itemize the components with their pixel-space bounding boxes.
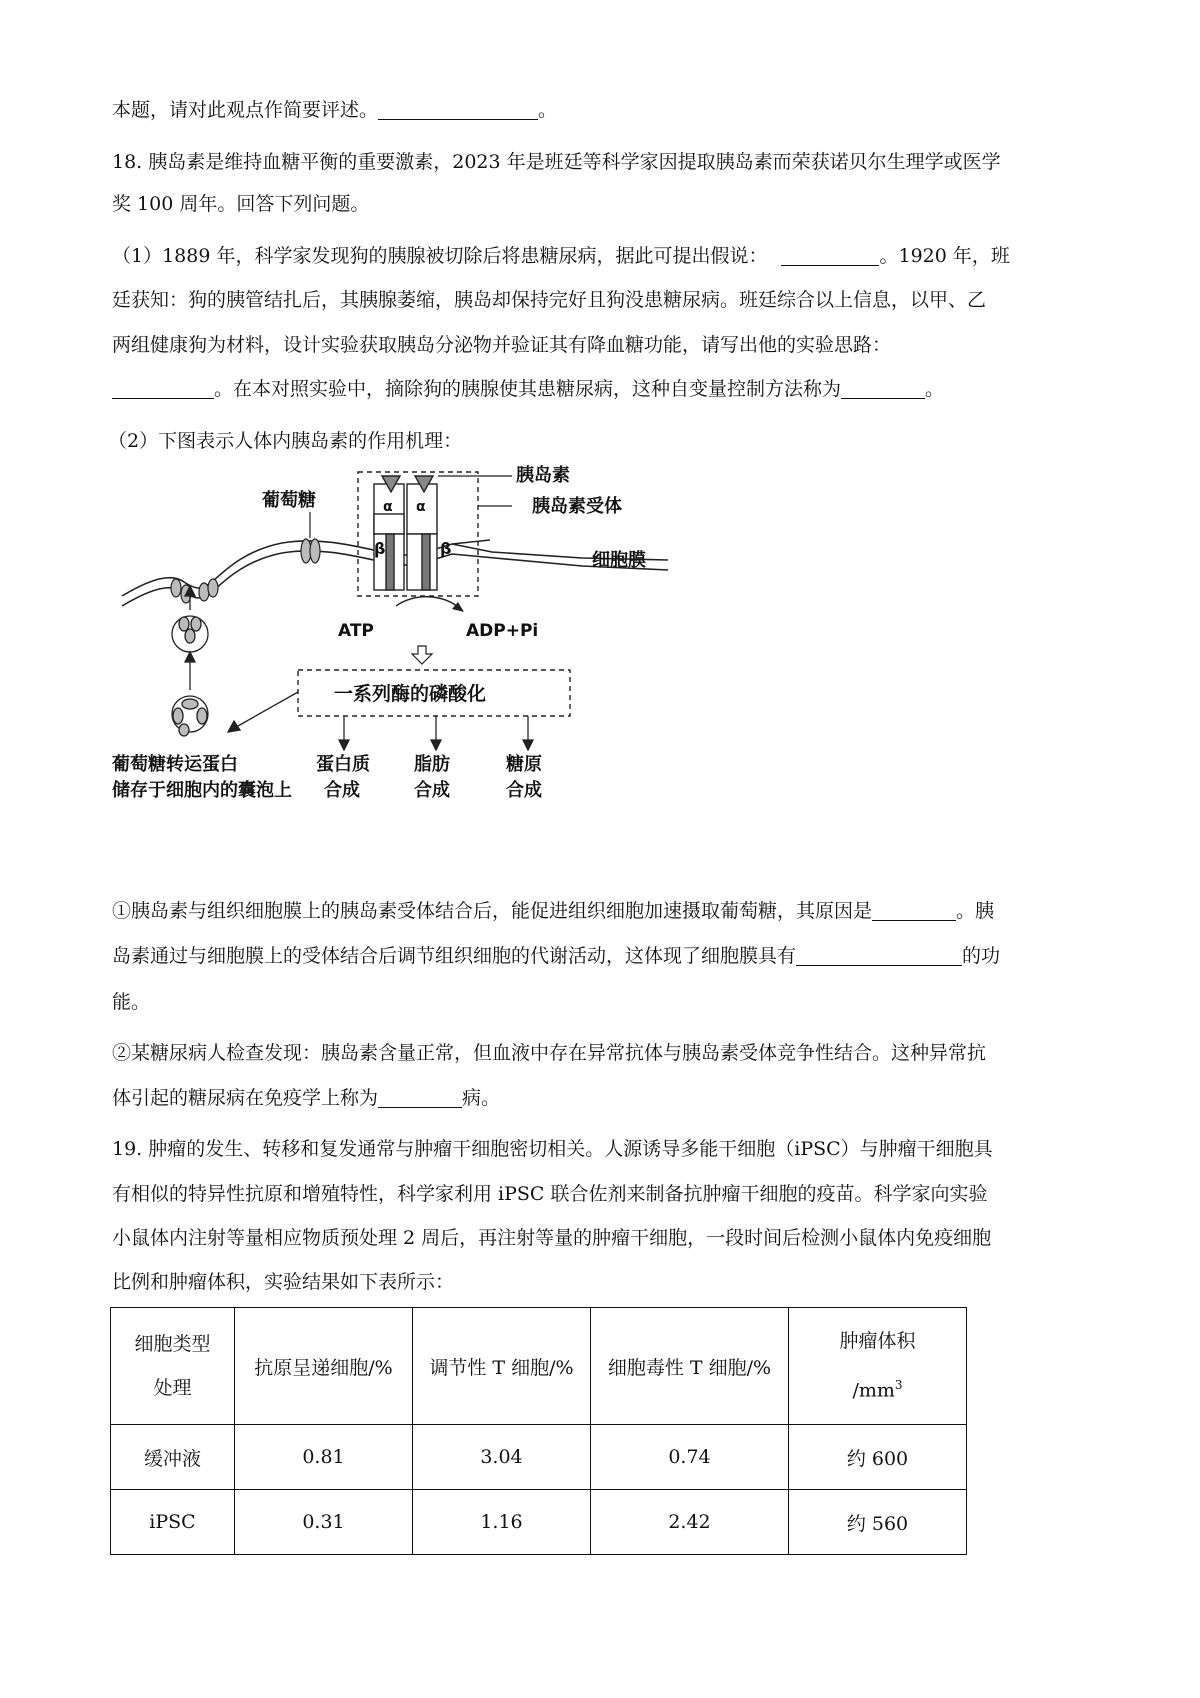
part-2-text: （2）下图表示人体内胰岛素的作用机理： — [108, 430, 463, 452]
insulin-receptor — [374, 476, 437, 590]
question-19-text: 有相似的特异性抗原和增殖特性，科学家利用 iPSC 联合佐剂来制备抗肿瘤干细胞的疫苗。科学家向实验 — [112, 1183, 988, 1205]
table-cell: 2.42 — [591, 1490, 789, 1555]
beta-label: β — [440, 539, 452, 558]
table-header-cell: 调节性 T 细胞/% — [413, 1308, 591, 1425]
vesicle — [172, 616, 208, 652]
line-text: 体引起的糖尿病在免疫学上称为 — [112, 1087, 379, 1109]
part-1-text — [112, 242, 1010, 270]
protein-label: 蛋白质 — [316, 754, 370, 775]
answer-blank[interactable] — [781, 245, 879, 266]
answer-blank[interactable] — [872, 900, 956, 921]
glycogen-label: 糖原 — [506, 754, 542, 775]
results-table — [110, 1307, 967, 1555]
table-header-cell — [789, 1308, 967, 1425]
part-1-text: 廷获知：狗的胰管结扎后，其胰腺萎缩，胰岛却保持完好且狗没患糖尿病。班廷综合以上信息，以甲、乙 — [112, 289, 987, 311]
table-corner-cell — [111, 1308, 235, 1425]
line-text: 本题，请对此观点作简要评述。 — [112, 99, 379, 121]
table-cell: 0.81 — [235, 1425, 413, 1490]
answer-blank[interactable] — [796, 945, 962, 966]
sub-question-1 — [112, 897, 994, 925]
table-cell: 缓冲液 — [111, 1425, 235, 1490]
table-header-cell: 抗原呈递细胞/% — [235, 1308, 413, 1425]
insulin-mechanism-diagram — [112, 465, 672, 878]
table-header-row — [111, 1308, 967, 1425]
header-text: 细胞类型 — [134, 1333, 211, 1355]
glucose-label: 葡萄糖 — [262, 490, 316, 511]
line-text: 病。 — [462, 1087, 501, 1109]
header-text: 肿瘤体积 — [839, 1330, 916, 1353]
line-text: ①胰岛素与组织细胞膜上的胰岛素受体结合后，能促进组织细胞加速摄取葡萄糖，其原因是 — [112, 900, 873, 922]
membrane-label: 细胞膜 — [592, 550, 646, 571]
vesicle — [172, 696, 208, 736]
unit-text: /mm — [852, 1379, 895, 1402]
line-text: 的功 — [962, 945, 1001, 967]
insulin-label: 胰岛素 — [516, 465, 570, 486]
answer-blank[interactable] — [378, 1087, 462, 1108]
sub-question-2 — [112, 1084, 500, 1112]
answer-blank[interactable] — [841, 378, 925, 399]
alpha-label: α — [416, 499, 426, 515]
beta-label: β — [374, 539, 386, 558]
phosphorylation-label: 一系列酶的磷酸化 — [334, 683, 487, 705]
table-cell: 0.31 — [235, 1490, 413, 1555]
transporter-label: 储存于细胞内的囊泡上 — [112, 780, 292, 801]
table-cell: 1.16 — [413, 1490, 591, 1555]
line-text: （1）1889 年，科学家发现狗的胰腺被切除后将患糖尿病，据此可提出假说： — [112, 245, 768, 267]
sub-question-2: ②某糖尿病人检查发现：胰岛素含量正常，但血液中存在异常抗体与胰岛素受体竞争性结合。这种异常抗 — [112, 1042, 987, 1064]
fat-label: 脂肪 — [414, 754, 450, 775]
line-text: 。在本对照实验中，摘除狗的胰腺使其患糖尿病，这种自变量控制方法称为 — [214, 378, 842, 400]
question-18-text: 奖 100 周年。回答下列问题。 — [112, 193, 370, 215]
question-19-text: 小鼠体内注射等量相应物质预处理 2 周后，再注射等量的肿瘤干细胞，一段时间后检测小鼠体内免疫细胞 — [112, 1227, 992, 1249]
glycogen-label: 合成 — [506, 780, 542, 801]
header-text: 处理 — [153, 1377, 192, 1399]
line-text: 。 — [538, 99, 558, 121]
adp-label: ADP+Pi — [466, 621, 539, 641]
alpha-label: α — [383, 499, 393, 515]
text-line — [112, 96, 557, 124]
atp-label: ATP — [338, 621, 374, 641]
glucose-channel — [171, 579, 218, 603]
part-1-text: 两组健康狗为材料，设计实验获取胰岛分泌物并验证其有降血糖功能，请写出他的实验思路： — [112, 334, 892, 356]
line-text: 。 — [925, 378, 945, 400]
header-text — [789, 1363, 966, 1412]
line-text: 岛素通过与细胞膜上的受体结合后调节组织细胞的代谢活动，这体现了细胞膜具有 — [112, 945, 797, 967]
answer-blank[interactable] — [378, 99, 538, 120]
table-cell: 0.74 — [591, 1425, 789, 1490]
down-arrow-icon — [412, 646, 432, 664]
fat-label: 合成 — [414, 780, 450, 801]
glucose-channel — [301, 539, 320, 563]
question-19-text: 19. 肿瘤的发生、转移和复发通常与肿瘤干细胞密切相关。人源诱导多能干细胞（iPSC）与肿瘤干细胞具 — [112, 1138, 993, 1160]
table-cell: 3.04 — [413, 1425, 591, 1490]
answer-blank[interactable] — [112, 378, 214, 399]
sub-question-1: 能。 — [112, 991, 151, 1013]
part-1-text — [112, 375, 944, 403]
line-text: 。胰 — [956, 900, 995, 922]
table-cell: 约 600 — [789, 1425, 967, 1490]
question-19-text: 比例和肿瘤体积，实验结果如下表所示： — [112, 1271, 455, 1293]
question-18-text: 18. 胰岛素是维持血糖平衡的重要激素，2023 年是班廷等科学家因提取胰岛素而荣获诺贝尔生理学或医学 — [112, 151, 1001, 173]
table-row — [111, 1490, 967, 1555]
protein-label: 合成 — [324, 780, 360, 801]
unit-superscript: 3 — [894, 1378, 903, 1393]
table-header-cell: 细胞毒性 T 细胞/% — [591, 1308, 789, 1425]
table-cell: 约 560 — [789, 1490, 967, 1555]
line-text: 。1920 年，班 — [879, 245, 1010, 267]
receptor-label: 胰岛素受体 — [532, 496, 622, 517]
table-cell: iPSC — [111, 1490, 235, 1555]
sub-question-1 — [112, 942, 1000, 970]
table-row — [111, 1425, 967, 1490]
transporter-label: 葡萄糖转运蛋白 — [112, 754, 238, 775]
